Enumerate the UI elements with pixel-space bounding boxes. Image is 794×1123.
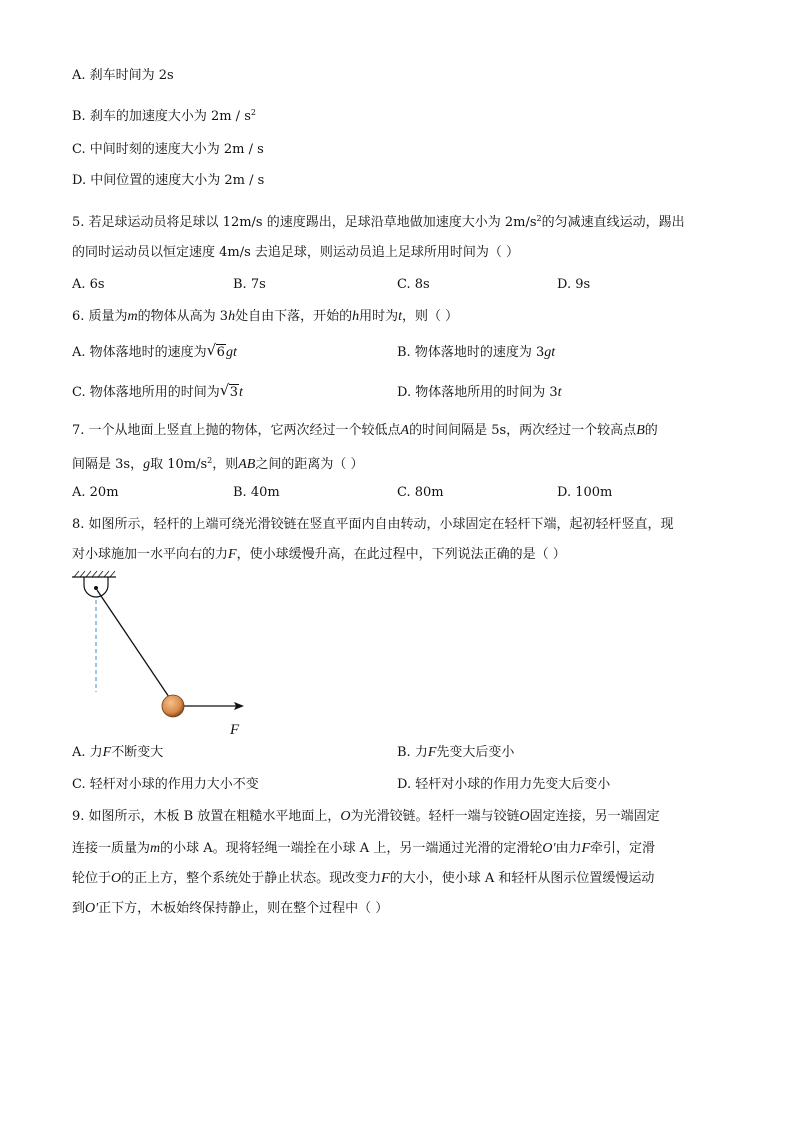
q5-option-c: C. 8s <box>397 277 430 292</box>
q6-option-d: D. 物体落地所用的时间为 3t <box>397 385 562 400</box>
q9-stem-line3: 轮位于O的正上方，整个系统处于静止状态。现改变力F的大小，使小球 A 和轻杆从图示位置缓慢运动 <box>72 871 655 886</box>
q6-option-b: B. 物体落地时的速度为 3gt <box>397 345 556 360</box>
q7-option-b: B. 40m <box>233 485 280 500</box>
light-rod <box>97 590 171 700</box>
q8-stem-line2: 对小球施加一水平向右的力F，使小球缓慢升高，在此过程中，下列说法正确的是（ ） <box>72 547 566 562</box>
hinge-pin <box>94 586 98 590</box>
q7-option-a: A. 20m <box>72 485 119 500</box>
force-label-f: F <box>230 722 240 738</box>
q6-option-c: C. 物体落地所用的时间为 √ 3t <box>72 381 243 400</box>
q4-option-a: A. 刹车时间为 2s <box>72 68 174 83</box>
q5-option-d: D. 9s <box>557 277 591 292</box>
q8-option-b: B. 力F先变大后变小 <box>397 745 515 760</box>
q7-option-d: D. 100m <box>557 485 613 500</box>
q4-option-b: B. 刹车的加速度大小为 $2m / s^2$ <box>72 108 256 124</box>
q4-option-d: D. 中间位置的速度大小为 2m / s <box>72 173 265 188</box>
q5-stem-line2: 的同时运动员以恒定速度 4m/s 去追足球，则运动员追上足球所用时间为（ ） <box>72 245 520 260</box>
q7-option-c: C. 80m <box>397 485 444 500</box>
q4-option-c: C. 中间时刻的速度大小为 2m / s <box>72 142 264 157</box>
small-ball <box>162 695 184 717</box>
q9-stem-line1: 9. 如图所示，木板 B 放置在粗糙水平地面上，O为光滑铰链。轻杆一端与铰链O固定连接，另一端固定 <box>72 809 660 824</box>
q5-option-a: A. 6s <box>72 277 105 292</box>
q8-option-d: D. 轻杆对小球的作用力先变大后变小 <box>397 777 611 792</box>
q6-option-a: A. 物体落地时的速度为 √ 6gt <box>72 341 237 360</box>
q9-stem-line4: 到O'正下方，木板始终保持静止，则在整个过程中（ ） <box>72 901 389 916</box>
q5-stem-line1: 5. 若足球运动员将足球以 12m/s 的速度踢出，足球沿草地做加速度大小为 $2m/s^2$的匀减速直线运动，踢出 <box>72 214 685 230</box>
q9-stem-line2: 连接一质量为m的小球 A。现将轻绳一端拴在小球 A 上，另一端通过光滑的定滑轮O'由力F牵引，定滑 <box>72 841 656 856</box>
q8-option-a: A. 力F不断变大 <box>72 745 164 760</box>
q5-option-b: B. 7s <box>233 277 266 292</box>
q7-stem-line1: 7. 一个从地面上竖直上抛的物体，它两次经过一个较低点A的时间间隔是 5s，两次经过一个较高点B的 <box>72 423 658 438</box>
q8-stem-line1: 8. 如图所示，轻杆的上端可绕光滑铰链在竖直平面内自由转动，小球固定在轻杆下端，起初轻杆竖直，现 <box>72 517 674 532</box>
ceiling-hatch <box>74 571 115 577</box>
q7-stem-line2: 间隔是 3s，g取 $10m/s^2$，则AB之间的距离为（ ） <box>72 456 364 472</box>
q8-option-c: C. 轻杆对小球的作用力大小不变 <box>72 777 259 792</box>
q8-figure <box>72 570 272 740</box>
q6-stem: 6. 质量为m的物体从高为 3h处自由下落，开始的h用时为t，则（ ） <box>72 309 459 324</box>
